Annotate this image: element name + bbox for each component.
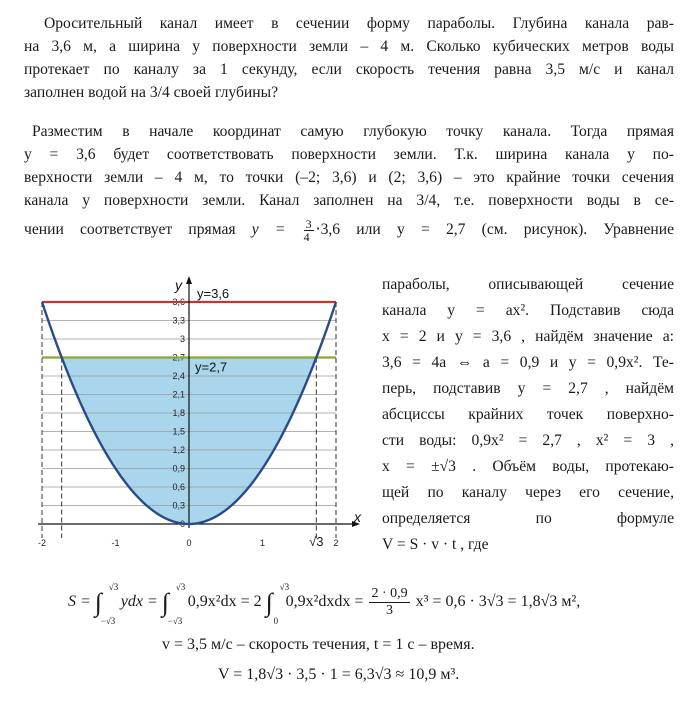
right-line: щей по каналу через его сечение, [382,484,674,501]
solution-line: y = 3,6 будет соответствовать поверхности земли. Т.к. ширина канала у по- [24,146,674,163]
right-line: x = ±√3 . Объём воды, протекаю- [382,458,674,475]
right-column-text [382,272,674,558]
y-tick-label: 2,1 [172,389,185,400]
velocity-formula: v = 3,5 м/с – скорость течения, t = 1 с – время. [162,636,475,653]
right-line: перь, подставив y = 2,7 , найдём [382,380,674,397]
solution-line-fraction: чении соответствует прямая y = $\frac{3}{4}$ ⋅3,6 или y = 2,7 (см. рисунок). Уравнение [24,216,675,244]
solution-line: Разместим в начале координат самую глубокую точку канала. Тогда прямая [32,123,674,140]
y-tick-label: 1,8 [172,408,185,418]
right-line: определяется по формуле [382,510,674,527]
volume-formula: V = 1,8√3 · 3,5 · 1 = 6,3√3 ≈ 10,9 м³. [218,666,460,683]
right-line: V = S · v · t , где [382,536,489,553]
parabola-chart [22,270,372,560]
integral-sign: ∫ √3 −√3 [94,581,119,626]
y-axis-arrow [186,276,192,284]
y-tick-label: 0,6 [172,482,185,492]
solution-text [24,120,674,248]
problem-line: протекает по каналу за 1 секунду, если скорость течения равна 3,5 м/с и канал [24,61,674,78]
problem-line: Оросительный канал имеет в сечении форму параболы. Глубина канала рав- [44,15,674,32]
problem-line: заполнен водой на 3/4 своей глубины? [24,84,278,101]
problem-line: на 3,6 м, а ширина у поверхности земли – 4 м. Сколько кубических метров воды [24,38,674,55]
y-tick-label: 0 [179,519,185,529]
right-line: канала y = ax². Подставив сюда [382,302,674,319]
y-tick-label: 0,3 [172,500,185,511]
right-line: параболы, описывающей сечение [382,276,674,293]
y-tick-label: 2,7 [172,352,185,363]
x-tick-label: -2 [37,538,47,548]
area-formula: S = ∫ √3 −√3 ydx = ∫ √3 −√3 0,9x²dx = 2 ∫ √3 0 0,9x²dxdx = $\frac{2 \cdot 0,9}{3}$ x³ = 0,6 · 3√3 = 1,8√3 м², [68,581,581,626]
x-tick-label: 2 [333,538,339,548]
x-tick-label: -1 [111,538,120,548]
right-line: x = 2 и y = 3,6 , найдём значение a: [382,328,674,345]
y-tick-label: 2,4 [172,371,185,381]
integral-sign: ∫ √3 0 [265,581,290,626]
y-tick-label: 3,3 [172,315,185,326]
x-tick-label: 0 [186,538,192,548]
fraction-three-quarters: $\frac{3}{4}$ [303,216,312,244]
right-line: сти воды: 0,9x² = 2,7 , x² = 3 , [382,432,674,449]
hline-label: y=3,6 [197,286,230,301]
right-line: 3,6 = 4a ⇔ a = 0,9 и y = 0,9x². Те- [382,354,674,371]
y-tick-label: 0,9 [172,463,185,474]
x-axis-label: x [354,509,361,525]
y-tick-label: 1,2 [172,445,185,455]
x-tick-label: √3 [309,534,324,549]
y-axis-label: y [175,277,182,293]
solution-line: канала у поверхности земли. Канал заполнен на 3/4, т.е. поверхности воды в се- [24,192,674,209]
right-line: абсциссы крайних точек поверхно- [382,406,674,423]
integral-sign: ∫ √3 −√3 [161,581,186,626]
x-tick-label: 1 [259,538,266,548]
solution-line: верхности земли – 4 м, то точки (–2; 3,6) и (2; 3,6) – это крайние точки сечения [24,169,674,186]
y-tick-label: 1,5 [172,426,185,437]
problem-text [24,12,674,104]
hline-label: y=2,7 [195,359,228,375]
y-tick-label: 3,6 [172,297,185,307]
y-tick-label: 3 [179,334,185,344]
fraction-coefficient: $\frac{2 \cdot 0,9}{3}$ [371,586,408,618]
